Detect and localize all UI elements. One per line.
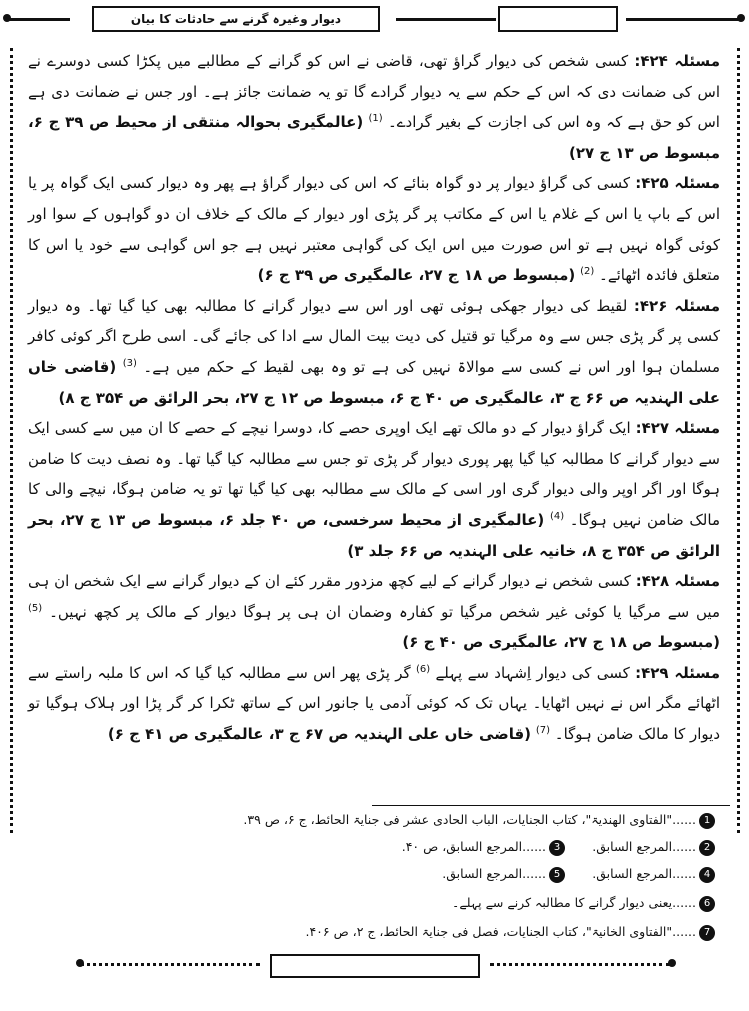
footnote-number: 5 — [549, 867, 565, 883]
footnote-separator — [372, 805, 730, 806]
footnote-number: 1 — [699, 813, 715, 829]
footnote-2 — [592, 839, 715, 856]
header-rule-left — [8, 18, 70, 21]
ornament-dot — [737, 14, 745, 22]
page-header — [0, 0, 749, 44]
masala-text: کسی کی دیوار اِشہاد سے پہلے — [435, 663, 630, 682]
masala-428 — [28, 566, 720, 658]
footnote-marker: (3) — [122, 357, 137, 369]
reference: (مبسوط ص ۱۸ ج ۲۷، عالمگیری ص ۳۹ ج ۶) — [257, 266, 576, 285]
masala-text: ایک گراؤ دیوار کے دو مالک تھے ایک اوپری حصے کا، دوسرا نیچے کے حصے کا ان میں سے کسی ایک سے دیوار گرانے کا مطالبہ کیا گیا پھر پوری دیوار گر پڑی تو جس سے مطالبہ کیا گیا تھا۔ وہ نصف دیت کا ضامن ہوگا اور اگر اوپر والی دیوار گری اور اسی کے مالک سے مطالبہ بھی کیا گیا تھا تو یہ ضامن ہوگا، نیچے والی کا مالک ضامن نہیں ہوگا۔ — [28, 419, 720, 529]
footnote-5 — [442, 866, 565, 883]
masala-heading: مسئلہ ۴۲۹: — [635, 663, 720, 682]
masala-425 — [28, 168, 720, 290]
border-left — [10, 48, 13, 833]
masala-text: لقیط کی دیوار جھکی ہوئی تھی اور اس سے دیوار گرانے کا مطالبہ بھی کیا گیا تھا۔ وہ دیوار کسی پر گر پڑی جس سے وہ مرگیا تو قتیل کی دیت بیت المال سے ادا کی جائے گی۔ اسی طرح اگر کوئی کافر مسلمان ہوا اور اس نے کسی سے موالاۃ نہیں کی ہے تو وہ بھی لقیط کے حکم میں ہے۔ — [28, 296, 720, 376]
border-right — [737, 48, 740, 833]
footer-box — [270, 954, 480, 978]
footnote-text: ......المرجع السابق. — [592, 839, 696, 854]
footnote-text: ......"الفتاوی الخانیۃ"، کتاب الجنایات، فصل فی جنایۃ الحائط، ج ۲، ص ۴۰۶. — [305, 924, 696, 939]
ornament-dot — [668, 959, 676, 967]
footnote-number: 4 — [699, 867, 715, 883]
footnote-marker: (7) — [535, 725, 551, 737]
footnote-number: 3 — [549, 840, 565, 856]
footnote-marker: (2) — [580, 266, 595, 278]
masala-426 — [28, 291, 720, 413]
footnote-4 — [592, 866, 715, 883]
masala-text: گر پڑی پھر اس سے مطالبہ کیا گیا کہ اس کا ملبہ راستے سے اٹھائے مگر اس نے نہیں اٹھایا۔ یہاں تک کہ کوئی آدمی یا جانور اس کے ساتھ ٹکرا کر گر پڑا اور ہلاک ہوگیا تو دیوار کا مالک ضامن ہوگا۔ — [28, 663, 720, 744]
footnote-marker: (5) — [28, 602, 43, 614]
reference: (عالمگیری بحوالہ منتقی از محیط ص ۳۹ ج ۶، مبسوط ص ۱۳ ج ۲۷) — [28, 113, 720, 162]
footer-rule-left — [80, 963, 260, 966]
masala-text: کسی کی گراؤ دیوار پر دو گواہ بنائے کہ اس کی دیوار گراؤ ہے پھر وہ دیوار کسی ایک گواہ پر یا اس کے باپ یا اس کے غلام یا اس کے مکاتب پر گر پڑی اور دیوار کے مالک کے خلاف ان دو گواہوں کے سوا اور کوئی گواہ نہیں ہے تو اس صورت میں اس ایک کی گواہی معتبر نہیں ہے جو اس گواہی سے خود یا اس کا متعلق فائدہ اٹھائے۔ — [28, 174, 720, 285]
footnote-7 — [305, 924, 715, 941]
footnote-text: ......"الفتاوی الھندیۃ"، کتاب الجنایات، الباب الحادی عشر فی جنایۃ الحائط، ج ۶، ص ۳۹. — [243, 812, 696, 827]
masala-429 — [28, 658, 720, 750]
footnote-3 — [402, 839, 565, 856]
reference: (قاضی خاں علی الہندیہ ص ۶۷ ج ۳، عالمگیری ص ۴۱ ج ۶) — [107, 725, 532, 744]
reference: (عالمگیری از محیط سرخسی، ص ۴۰ جلد ۶، مبسوط ص ۱۳ ج ۲۷، بحر الرائق ص ۳۵۴ ج ۸، خانیہ علی الہندیہ ص ۶۶ جلد ۳) — [28, 510, 720, 560]
header-rule-middle — [396, 18, 496, 21]
header-rule-right — [626, 18, 741, 21]
footnote-number: 6 — [699, 896, 715, 912]
footer-rule-right — [490, 963, 670, 966]
masala-427 — [28, 413, 720, 566]
footnote-1 — [243, 812, 715, 829]
masala-heading: مسئلہ ۴۲۸: — [635, 572, 720, 591]
footnote-marker: (4) — [549, 510, 565, 522]
footnote-6 — [452, 895, 715, 912]
reference: (قاضی خاں علی الہندیہ ص ۶۶ ج ۳، عالمگیری ص ۴۰ ج ۶، مبسوط ص ۱۲ ج ۲۷، بحر الرائق ص ۳۵۴ ج ۸) — [28, 357, 720, 407]
footnote-number: 2 — [699, 840, 715, 856]
page-number-box — [498, 6, 618, 32]
masala-text: کسی شخص کی دیوار گراؤ تھی، قاضی نے اس کو گرانے کے مطالبے میں پکڑا کسی دوسرے نے اس کی ضمانت دی کہ اس کے حکم سے یہ دیوار گرادے گا تو یہ ضمانت جائز ہے۔ اور جس نے ضمانت دی ہے اس کو حق ہے کہ وہ اس کی اجازت کے بغیر گرادے۔ — [28, 52, 720, 132]
footnote-text: ......المرجع السابق. — [592, 866, 696, 881]
footnote-text: ......المرجع السابق، ص ۴۰. — [401, 839, 546, 854]
reference: (مبسوط ص ۱۸ ج ۲۷، عالمگیری ص ۴۰ ج ۶) — [402, 633, 720, 652]
masala-heading: مسئلہ ۴۲۵: — [635, 174, 720, 193]
chapter-title: دیوار وغیرہ گرنے سے حادثات کا بیان — [92, 6, 380, 32]
masala-heading: مسئلہ ۴۲۶: — [633, 296, 720, 315]
footnote-number: 7 — [699, 925, 715, 941]
masala-heading: مسئلہ ۴۲۷: — [635, 419, 720, 438]
footnote-marker: (6) — [415, 663, 431, 675]
masala-text: کسی شخص نے دیوار گرانے کے لیے کچھ مزدور مقرر کئے ان کے دیوار گرانے سے ایک شخص ان ہی میں سے مرگیا یا کوئی غیر شخص مرگیا تو کفارہ وضمان ان ہی پر ہوگا دیوار کے مالک پر کچھ نہیں۔ — [28, 572, 720, 621]
footnote-marker: (1) — [368, 113, 383, 125]
masala-424 — [28, 46, 720, 168]
main-text — [28, 46, 720, 750]
footnote-text: ......المرجع السابق. — [442, 866, 546, 881]
footnote-text: ......یعنی دیوار گرانے کا مطالبہ کرنے سے پہلے۔ — [452, 895, 696, 910]
masala-heading: مسئلہ ۴۲۴: — [634, 52, 720, 70]
